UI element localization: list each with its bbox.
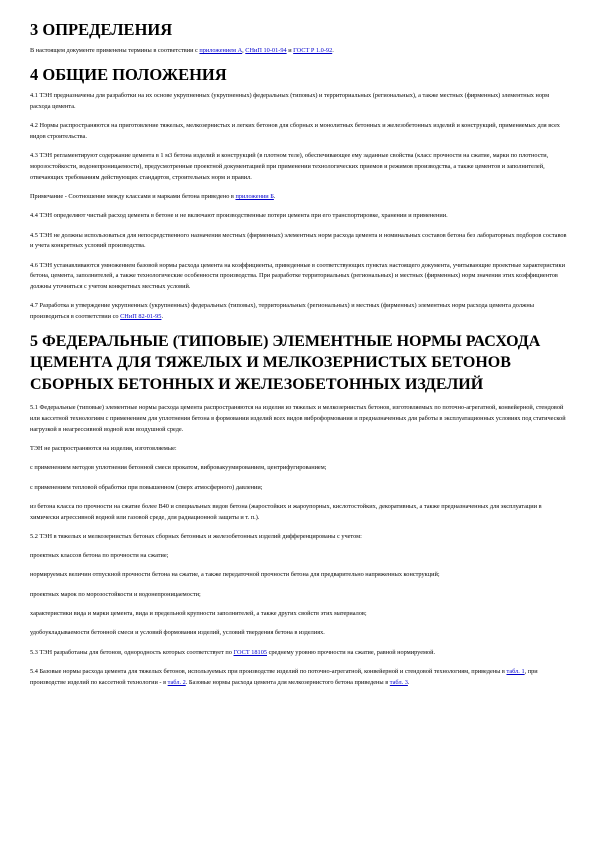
list-item-factor: проектных марок по морозостойкости и водонепроницаемости; <box>30 590 201 598</box>
section-5-heading: 5 ФЕДЕРАЛЬНЫЕ (ТИПОВЫЕ) ЭЛЕМЕНТНЫЕ НОРМЫ РАСХОДА ЦЕМЕНТА ДЛЯ ТЯЖЕЛЫХ И МЕЛКОЗЕРНИСТЫХ БЕТОНОВ СБОРНЫХ БЕТОННЫХ И ЖЕЛЕЗОБЕТОННЫХ ИЗДЕЛИЙ <box>30 332 541 393</box>
paragraph-4-5: 4.5 ТЭН не должны использоваться для непосредственного назначения местных (фирменных) элементных норм расхода цемента и номинальных составов бетона без лабораторных подборов составов и учета конкретных условий производства. <box>30 231 567 250</box>
list-item-exclusion: с применением методов уплотнения бетонной смеси прокатом, вибровакуумированием, центрифугированием; <box>30 464 327 472</box>
paragraph-4-3: 4.3 ТЭН регламентируют содержание цемента в 1 м3 бетона изделий и конструкций (в плотном теле), обеспечивающее ему заданные свойства (класс прочности на сжатие, марки по плотности, морозостойкости, водонепроницаемости), предусмотренные проектной документацией при применении технологических приемов и режимов производства, а также цементов и заполнителей, отвечающих требованиям действующих стандартов, строительных норм и правил. <box>30 152 549 181</box>
paragraph-5-1: 5.1 Федеральные (типовые) элементные нормы расхода цемента распространяются на изделия из тяжелых и мелкозернистых бетонов, изготовляемых по поточно-агрегатной, конвейерной, стендовой или кассетной технологиям с применением для уплотнения бетона в формовании изделий всех видов виброформования и предназначенных для работы в эксплуатационных условиях под статической нагрузкой в неагрессивной водной или воздушной среде. <box>30 404 566 433</box>
text-run: В настоящем документе применены термины в соответствии с <box>30 47 200 54</box>
link-gost-r-1-0-92[interactable]: ГОСТ Р 1.0-92 <box>293 47 333 54</box>
text-run: 5.4 Базовые нормы расхода цемента для тяжелых бетонов, используемых при производстве изделий по поточно-агрегатной, конвейерной и стендовой технологиям, приведены в <box>30 667 507 675</box>
paragraph-5-2: 5.2 ТЭН в тяжелых и мелкозернистых бетонах сборных бетонных и железобетонных изделий дифференцированы с учетом: <box>30 532 362 540</box>
list-item-factor: нормируемых величин отпускной прочности бетона на сжатие, а также передаточной прочности бетона для предварительно напряженных конструкций; <box>30 571 440 579</box>
section-4-heading: 4 ОБЩИЕ ПОЛОЖЕНИЯ <box>30 65 227 85</box>
link-snip-82-01-95[interactable]: СНиП 82-01-95 <box>120 313 162 320</box>
section-3-paragraph <box>30 46 567 57</box>
link-table-2[interactable]: табл. 2 <box>167 678 186 686</box>
section-3-heading: 3 ОПРЕДЕЛЕНИЯ <box>30 20 173 39</box>
text-run: . <box>273 193 276 200</box>
text-run: , при производстве изделий по кассетной технологии - в <box>30 667 538 686</box>
link-table-1[interactable]: табл. 1 <box>506 667 525 675</box>
link-appendix-b[interactable]: приложении Б <box>235 193 274 200</box>
paragraph-4-6: 4.6 ТЭН устанавливаются умножением базовой нормы расхода цемента на коэффициенты, приведенные в соответствующих пунктах настоящего документа, учитывающие проектные характеристики бетона, цемента, заполнителей, а также технологические особенности производства. При разработке территориальных (региональных) и местных (фирменных) норм значения этих коэффициентов должны уточняться с учетом конкретных местных условий. <box>30 261 565 290</box>
link-table-3[interactable]: табл. 3 <box>389 678 408 686</box>
list-item-factor: проектных классов бетона по прочности на сжатие; <box>30 552 169 560</box>
text-run: . <box>407 678 410 686</box>
paragraph-4-7 <box>30 301 567 322</box>
text-run: и <box>286 47 294 54</box>
paragraph-4-4: 4.4 ТЭН определяют чистый расход цемента в бетоне и не включают производственные потери цемента при его транспортировке, хранении и применении. <box>30 212 448 220</box>
text-run: . <box>332 47 334 54</box>
text-run: . <box>161 313 164 320</box>
list-item-factor: удобоукладываемости бетонной смеси и условий формования изделий, условий твердения бетона в изделиях. <box>30 629 325 637</box>
paragraph-4-2: 4.2 Нормы распространяются на приготовление тяжелых, мелкозернистых и легких бетонов для сборных и монолитных бетонных и железобетонных изделий и конструкций, применяемых для всех видов строительства. <box>30 122 560 140</box>
link-snip-10-01-94[interactable]: СНиП 10-01-94 <box>245 47 287 54</box>
text-run: 4.7 Разработка и утверждение укрупненных (укрупненных) федеральных (типовых), территориальных (региональных) и местных (фирменных) элементных норм расхода цемента должны производиться в соответствии со <box>30 302 534 320</box>
paragraph-4-1: 4.1 ТЭН предназначены для разработки на их основе укрупненных (укрупненных) федеральных (типовых) и территориальных (региональных), а также местных (фирменных) элементных норм расхода цемента. <box>30 92 550 110</box>
list-item-exclusion: из бетона класса по прочности на сжатие более В40 и специальных видов бетона (жаростойких и жароупорных, кислотостойких, декоративных, а также предназначенных для эксплуатации в химически агрессивной водной или газовой среде, для радиационной защиты и т. п.). <box>30 502 542 521</box>
paragraph-5-3 <box>30 648 567 659</box>
link-appendix-a[interactable]: приложением А <box>199 47 243 54</box>
list-item-factor: характеристики вида и марки цемента, вида и предельной крупности заполнителей, а также других свойств этих материалов; <box>30 609 367 617</box>
text-run: . Базовые нормы расхода цемента для мелкозернистого бетона приведены в <box>185 678 390 686</box>
paragraph-5-1-intro: ТЭН не распространяются на изделия, изготовляемые: <box>30 444 177 452</box>
text-run: 5.3 ТЭН разработаны для бетонов, однородность которых соответствует по <box>30 648 234 656</box>
list-item-exclusion: с применением тепловой обработки при повышенном (сверх атмосферного) давлении; <box>30 483 263 491</box>
text-run: , <box>242 47 246 54</box>
text-run: среднему уровню прочности на сжатие, равной нормируемой. <box>267 648 436 656</box>
text-run: Примечание - Соотношение между классами и марками бетона приведено в <box>30 193 236 200</box>
link-gost-18105[interactable]: ГОСТ 18105 <box>233 648 267 656</box>
paragraph-5-4 <box>30 667 567 688</box>
note-paragraph <box>30 192 567 203</box>
